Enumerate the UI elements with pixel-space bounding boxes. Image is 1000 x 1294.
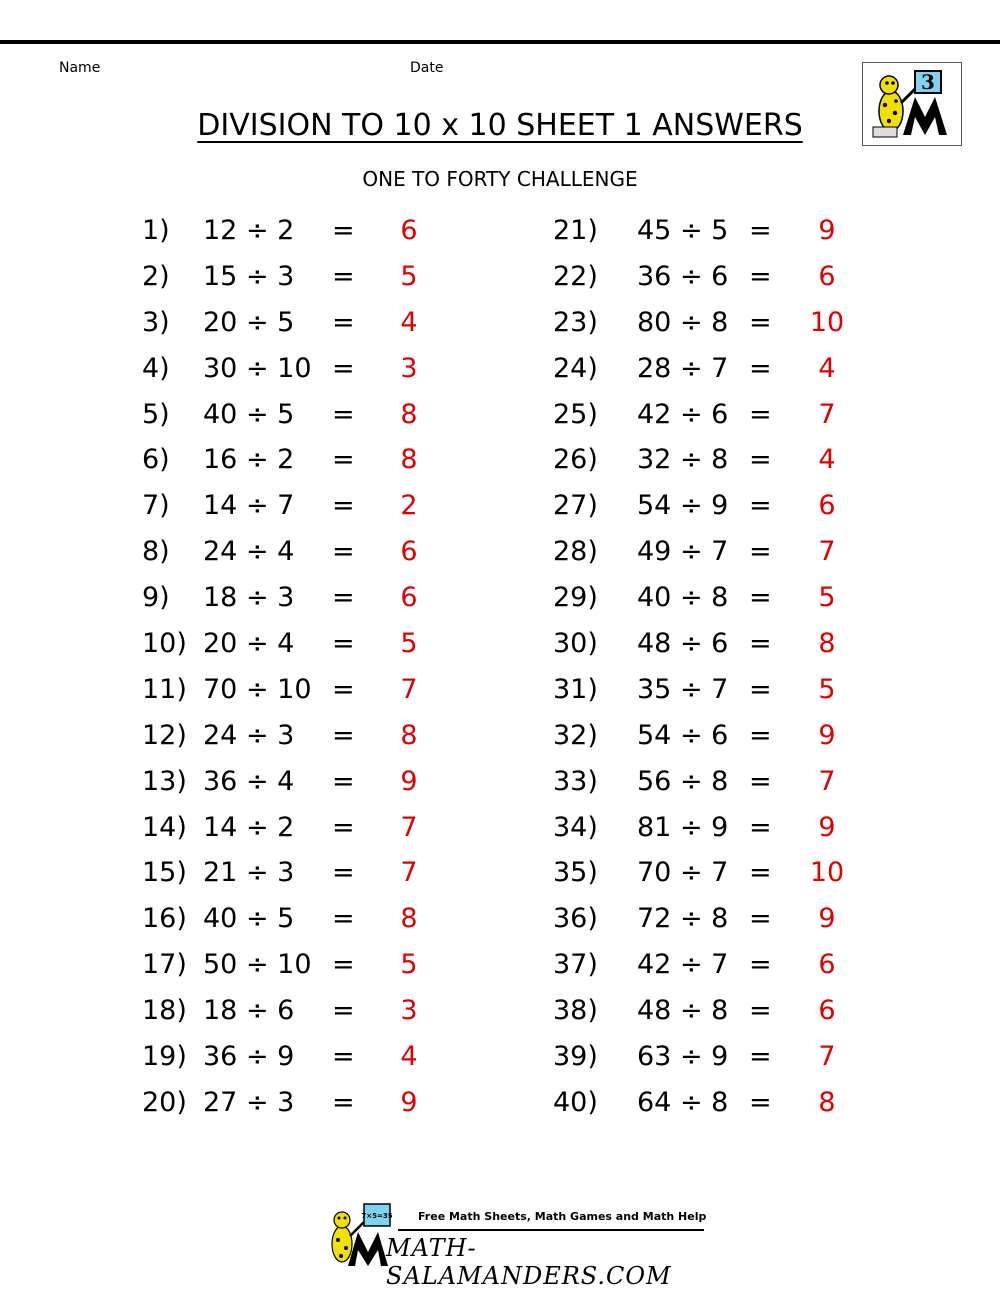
problem-expression: 14 ÷ 2 [203, 811, 295, 843]
problem-expression: 81 ÷ 9 [637, 811, 729, 843]
problem-number: 33) [553, 765, 598, 797]
problem-number: 28) [553, 536, 598, 568]
problem-number: 37) [553, 949, 598, 981]
problem-number: 7) [142, 490, 170, 522]
problem-number: 39) [553, 1041, 598, 1073]
problem-number: 10) [142, 628, 187, 660]
problem-expression: 14 ÷ 7 [203, 490, 295, 522]
equals-sign: = [332, 628, 355, 660]
date-label: Date [410, 60, 444, 76]
equals-sign: = [332, 444, 355, 476]
problem-answer: 8 [400, 444, 418, 476]
equals-sign: = [749, 215, 772, 246]
problem-expression: 54 ÷ 9 [637, 490, 729, 522]
problem-answer: 8 [400, 398, 418, 430]
problem-number: 35) [553, 857, 598, 889]
equals-sign: = [332, 215, 355, 246]
top-rule [0, 40, 1000, 44]
problem-number: 15) [142, 857, 187, 889]
problem-expression: 54 ÷ 6 [637, 719, 729, 751]
problem-number: 24) [553, 352, 598, 384]
problem-expression: 48 ÷ 6 [637, 628, 729, 660]
problem-answer: 5 [818, 673, 836, 705]
problem-number: 17) [142, 949, 187, 981]
problem-expression: 40 ÷ 8 [637, 582, 729, 614]
problem-number: 4) [142, 352, 170, 384]
problem-answer: 9 [818, 903, 836, 935]
problem-answer: 3 [400, 995, 418, 1027]
equals-sign: = [749, 811, 772, 843]
problem-answer: 6 [400, 536, 418, 568]
problem-answer: 9 [818, 719, 836, 751]
problem-answer: 6 [818, 260, 836, 292]
problem-number: 5) [142, 398, 170, 430]
problem-number: 3) [142, 306, 170, 338]
logo-badge: 3 [921, 70, 935, 94]
problem-expression: 50 ÷ 10 [203, 949, 312, 981]
problem-number: 22) [553, 260, 598, 292]
footer [326, 1200, 716, 1290]
problem-number: 32) [553, 719, 598, 751]
problem-answer: 7 [400, 673, 418, 705]
problem-expression: 56 ÷ 8 [637, 765, 729, 797]
problem-expression: 12 ÷ 2 [203, 215, 295, 246]
problem-answer: 7 [818, 398, 836, 430]
equals-sign: = [332, 352, 355, 384]
equals-sign: = [749, 536, 772, 568]
equals-sign: = [332, 673, 355, 705]
problem-answer: 4 [818, 444, 836, 476]
equals-sign: = [332, 903, 355, 935]
problem-number: 34) [553, 811, 598, 843]
problem-answer: 7 [818, 536, 836, 568]
equals-sign: = [749, 628, 772, 660]
equals-sign: = [332, 490, 355, 522]
problem-answer: 9 [818, 215, 836, 246]
problem-number: 1) [142, 215, 170, 246]
problem-number: 18) [142, 995, 187, 1027]
problem-expression: 20 ÷ 5 [203, 306, 295, 338]
problem-answer: 2 [400, 490, 418, 522]
problem-expression: 45 ÷ 5 [637, 215, 729, 246]
problem-answer: 9 [818, 811, 836, 843]
problem-number: 2) [142, 260, 170, 292]
problem-answer: 8 [818, 628, 836, 660]
problem-answer: 5 [400, 260, 418, 292]
equals-sign: = [749, 306, 772, 338]
problem-expression: 15 ÷ 3 [203, 260, 295, 292]
problem-answer: 7 [818, 765, 836, 797]
problem-expression: 40 ÷ 5 [203, 903, 295, 935]
problem-answer: 7 [818, 1041, 836, 1073]
name-label: Name [59, 60, 101, 76]
page-subtitle: ONE TO FORTY CHALLENGE [362, 167, 638, 191]
problem-number: 16) [142, 903, 187, 935]
problem-answer: 6 [818, 490, 836, 522]
problem-expression: 63 ÷ 9 [637, 1041, 729, 1073]
problem-answer: 6 [818, 949, 836, 981]
problem-answer: 4 [818, 352, 836, 384]
problem-expression: 35 ÷ 7 [637, 673, 729, 705]
problem-expression: 42 ÷ 6 [637, 398, 729, 430]
equals-sign: = [332, 811, 355, 843]
problem-number: 23) [553, 306, 598, 338]
equals-sign: = [749, 903, 772, 935]
problem-number: 9) [142, 582, 170, 614]
problem-answer: 3 [400, 352, 418, 384]
equals-sign: = [749, 398, 772, 430]
problem-answer: 10 [809, 306, 845, 338]
problem-number: 6) [142, 444, 170, 476]
problem-expression: 20 ÷ 4 [203, 628, 295, 660]
problem-answer: 5 [400, 628, 418, 660]
equals-sign: = [332, 1086, 355, 1118]
equals-sign: = [332, 398, 355, 430]
problem-answer: 6 [818, 995, 836, 1027]
equals-sign: = [332, 857, 355, 889]
problem-expression: 36 ÷ 9 [203, 1041, 295, 1073]
problem-number: 36) [553, 903, 598, 935]
equals-sign: = [332, 949, 355, 981]
problem-expression: 32 ÷ 8 [637, 444, 729, 476]
problem-number: 38) [553, 995, 598, 1027]
problem-number: 14) [142, 811, 187, 843]
equals-sign: = [749, 1086, 772, 1118]
footer-site-link[interactable]: MATH-SALAMANDERS.COM [386, 1234, 672, 1290]
problem-answer: 7 [400, 811, 418, 843]
equals-sign: = [332, 765, 355, 797]
problem-number: 29) [553, 582, 598, 614]
equals-sign: = [332, 1041, 355, 1073]
problem-answer: 8 [818, 1086, 836, 1118]
equals-sign: = [749, 995, 772, 1027]
problem-answer: 8 [400, 719, 418, 751]
problem-expression: 36 ÷ 4 [203, 765, 295, 797]
problem-number: 11) [142, 673, 187, 705]
problem-answer: 5 [400, 949, 418, 981]
problem-number: 12) [142, 719, 187, 751]
problem-expression: 16 ÷ 2 [203, 444, 295, 476]
problem-number: 25) [553, 398, 598, 430]
problem-expression: 42 ÷ 7 [637, 949, 729, 981]
problem-number: 8) [142, 536, 170, 568]
problem-number: 30) [553, 628, 598, 660]
problem-answer: 7 [400, 857, 418, 889]
problem-number: 26) [553, 444, 598, 476]
equals-sign: = [749, 949, 772, 981]
footer-tagline: Free Math Sheets, Math Games and Math Help [418, 1210, 707, 1223]
problem-answer: 5 [818, 582, 836, 614]
problem-expression: 18 ÷ 3 [203, 582, 295, 614]
problem-expression: 21 ÷ 3 [203, 857, 295, 889]
problem-expression: 70 ÷ 7 [637, 857, 729, 889]
problem-expression: 70 ÷ 10 [203, 673, 312, 705]
problem-expression: 24 ÷ 3 [203, 719, 295, 751]
problem-answer: 8 [400, 903, 418, 935]
page-title-text: DIVISION TO 10 x 10 SHEET 1 ANSWERS [197, 108, 803, 143]
equals-sign: = [749, 260, 772, 292]
problem-number: 13) [142, 765, 187, 797]
problem-number: 20) [142, 1086, 187, 1118]
problem-number: 40) [553, 1086, 598, 1118]
equals-sign: = [332, 582, 355, 614]
equals-sign: = [749, 673, 772, 705]
problem-expression: 49 ÷ 7 [637, 536, 729, 568]
problem-expression: 30 ÷ 10 [203, 352, 312, 384]
problem-expression: 27 ÷ 3 [203, 1086, 295, 1118]
equals-sign: = [749, 719, 772, 751]
problem-answer: 4 [400, 1041, 418, 1073]
page-title [0, 106, 1000, 146]
problem-answer: 6 [400, 215, 418, 246]
equals-sign: = [332, 536, 355, 568]
problem-expression: 36 ÷ 6 [637, 260, 729, 292]
problem-expression: 28 ÷ 7 [637, 352, 729, 384]
problem-expression: 40 ÷ 5 [203, 398, 295, 430]
equals-sign: = [332, 719, 355, 751]
footer-rule [398, 1229, 704, 1231]
problem-number: 31) [553, 673, 598, 705]
equals-sign: = [749, 352, 772, 384]
problem-answer: 10 [809, 857, 845, 889]
problem-number: 27) [553, 490, 598, 522]
equals-sign: = [749, 582, 772, 614]
equals-sign: = [749, 765, 772, 797]
equals-sign: = [749, 1041, 772, 1073]
equals-sign: = [332, 306, 355, 338]
problem-answer: 6 [400, 582, 418, 614]
problem-answer: 9 [400, 765, 418, 797]
problem-answer: 4 [400, 306, 418, 338]
problem-expression: 24 ÷ 4 [203, 536, 295, 568]
equals-sign: = [332, 260, 355, 292]
equals-sign: = [749, 857, 772, 889]
footer-logo-badge: 7×5=35 [361, 1212, 393, 1220]
equals-sign: = [332, 995, 355, 1027]
equals-sign: = [749, 490, 772, 522]
problem-expression: 72 ÷ 8 [637, 903, 729, 935]
problem-expression: 48 ÷ 8 [637, 995, 729, 1027]
problem-number: 21) [553, 215, 598, 246]
equals-sign: = [749, 444, 772, 476]
problem-expression: 64 ÷ 8 [637, 1086, 729, 1118]
problem-answer: 9 [400, 1086, 418, 1118]
problem-number: 19) [142, 1041, 187, 1073]
problem-expression: 18 ÷ 6 [203, 995, 295, 1027]
problem-expression: 80 ÷ 8 [637, 306, 729, 338]
